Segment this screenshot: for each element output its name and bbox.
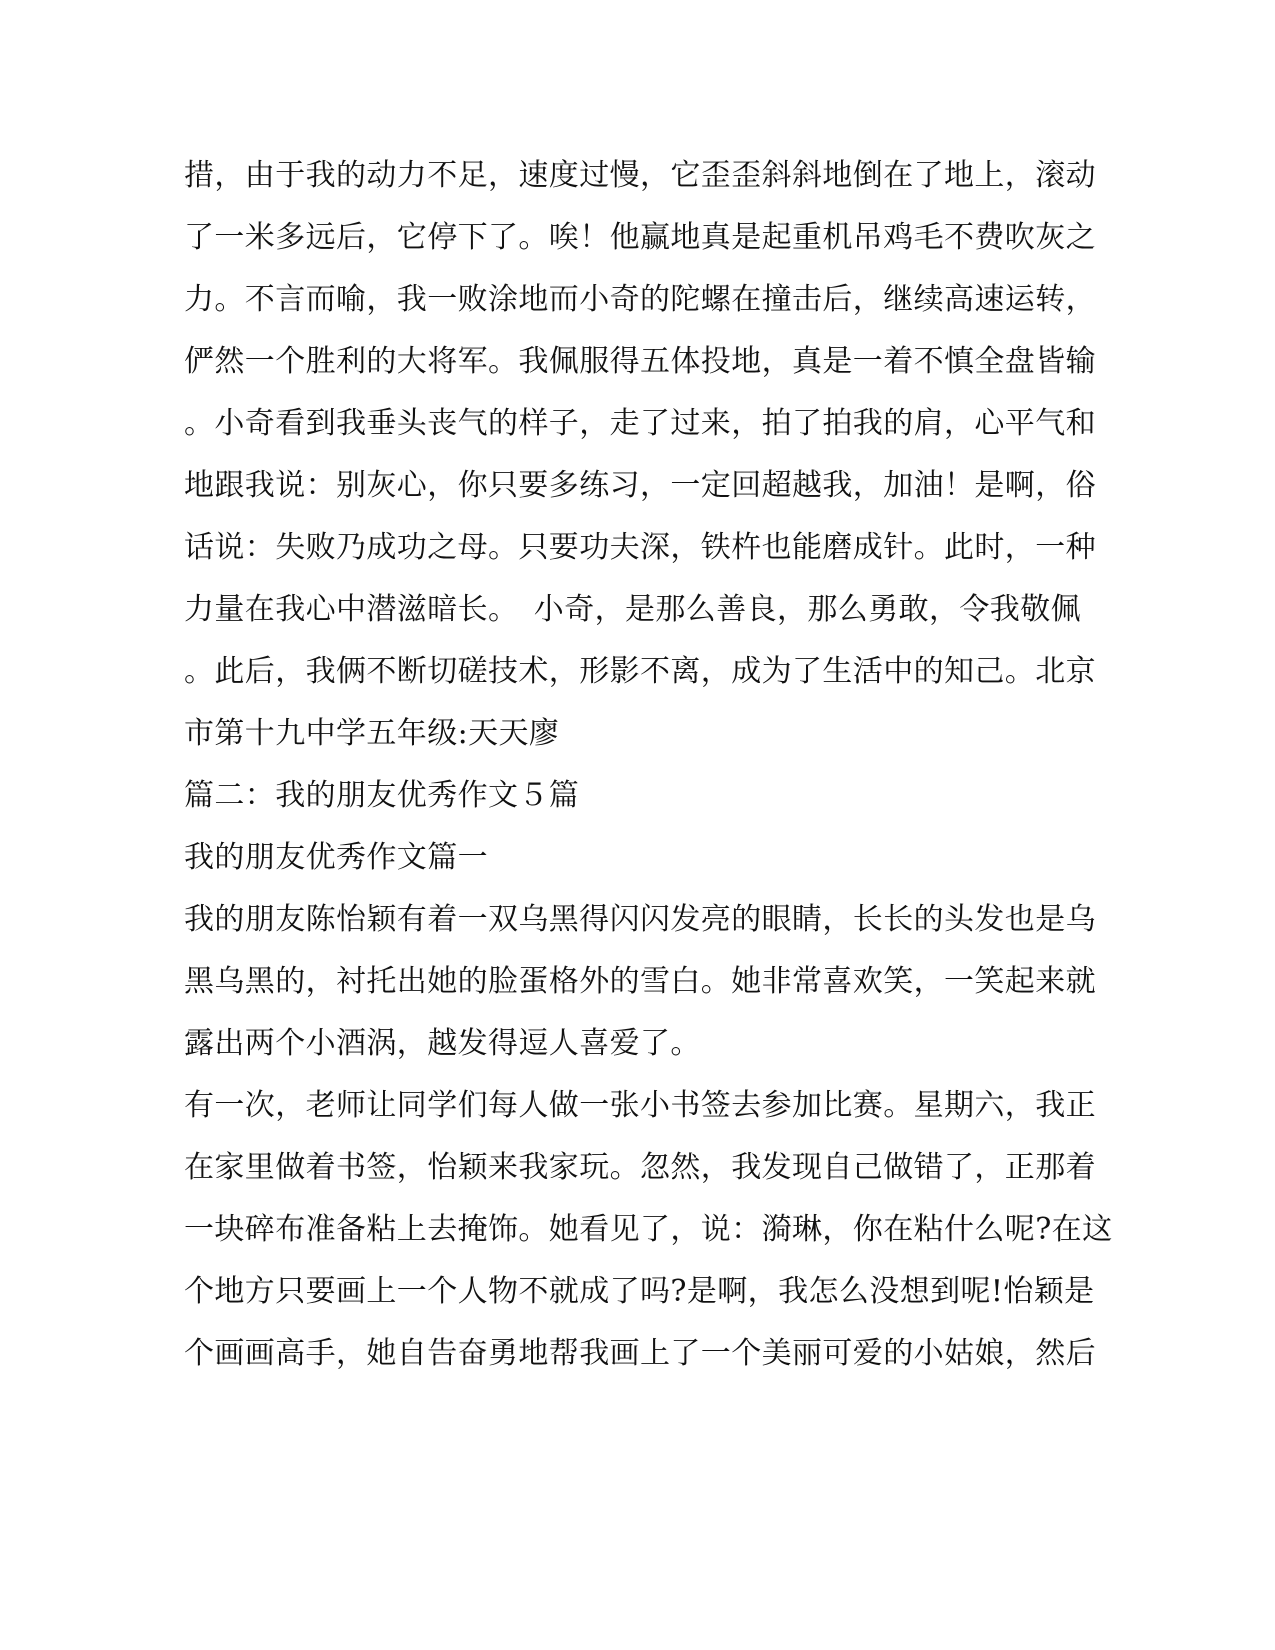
body-text-line: 露出两个小酒涡，越发得逗人喜爱了。 [184, 1026, 701, 1061]
body-text-line: 话说：失败乃成功之母。只要功夫深，铁杵也能磨成针。此时，一种 [184, 530, 1096, 565]
body-text-line: 力量在我心中潜滋暗长。 小奇，是那么善良，那么勇敢，令我敬佩 [184, 592, 1081, 627]
body-text-line: 个地方只要画上一个人物不就成了吗?是啊，我怎么没想到呢!怡颖是 [184, 1274, 1095, 1309]
article-title: 我的朋友优秀作文篇一 [184, 840, 488, 875]
body-text-line: 地跟我说：别灰心，你只要多练习，一定回超越我，加油！是啊，俗 [184, 468, 1096, 503]
section-heading: 篇二：我的朋友优秀作文５篇 [184, 778, 580, 813]
body-text-line: 在家里做着书签，怡颖来我家玩。忽然，我发现自己做错了，正那着 [184, 1150, 1096, 1185]
body-text-line: 。小奇看到我垂头丧气的样子，走了过来，拍了拍我的肩，心平气和 [184, 406, 1096, 441]
body-text-line: 一块碎布准备粘上去掩饰。她看见了，说：漪琳，你在粘什么呢?在这 [184, 1212, 1113, 1247]
body-text-line: 措，由于我的动力不足，速度过慢，它歪歪斜斜地倒在了地上，滚动 [184, 158, 1096, 193]
body-text-line: 我的朋友陈怡颖有着一双乌黑得闪闪发亮的眼睛，长长的头发也是乌 [184, 902, 1096, 937]
author-line: 市第十九中学五年级:天天廖 [184, 716, 560, 751]
body-text-line: 。此后，我俩不断切磋技术，形影不离，成为了生活中的知己。北京 [184, 654, 1096, 689]
body-text-line: 力。不言而喻，我一败涂地而小奇的陀螺在撞击后，继续高速运转， [184, 282, 1096, 317]
body-text-line: 俨然一个胜利的大将军。我佩服得五体投地，真是一着不慎全盘皆输 [184, 344, 1096, 379]
body-text-line: 有一次，老师让同学们每人做一张小书签去参加比赛。星期六，我正 [184, 1088, 1096, 1123]
body-text-line: 黑乌黑的，衬托出她的脸蛋格外的雪白。她非常喜欢笑，一笑起来就 [184, 964, 1096, 999]
body-text-line: 了一米多远后，它停下了。唉！他赢地真是起重机吊鸡毛不费吹灰之 [184, 220, 1096, 255]
body-text-line: 个画画高手，她自告奋勇地帮我画上了一个美丽可爱的小姑娘，然后 [184, 1336, 1096, 1371]
